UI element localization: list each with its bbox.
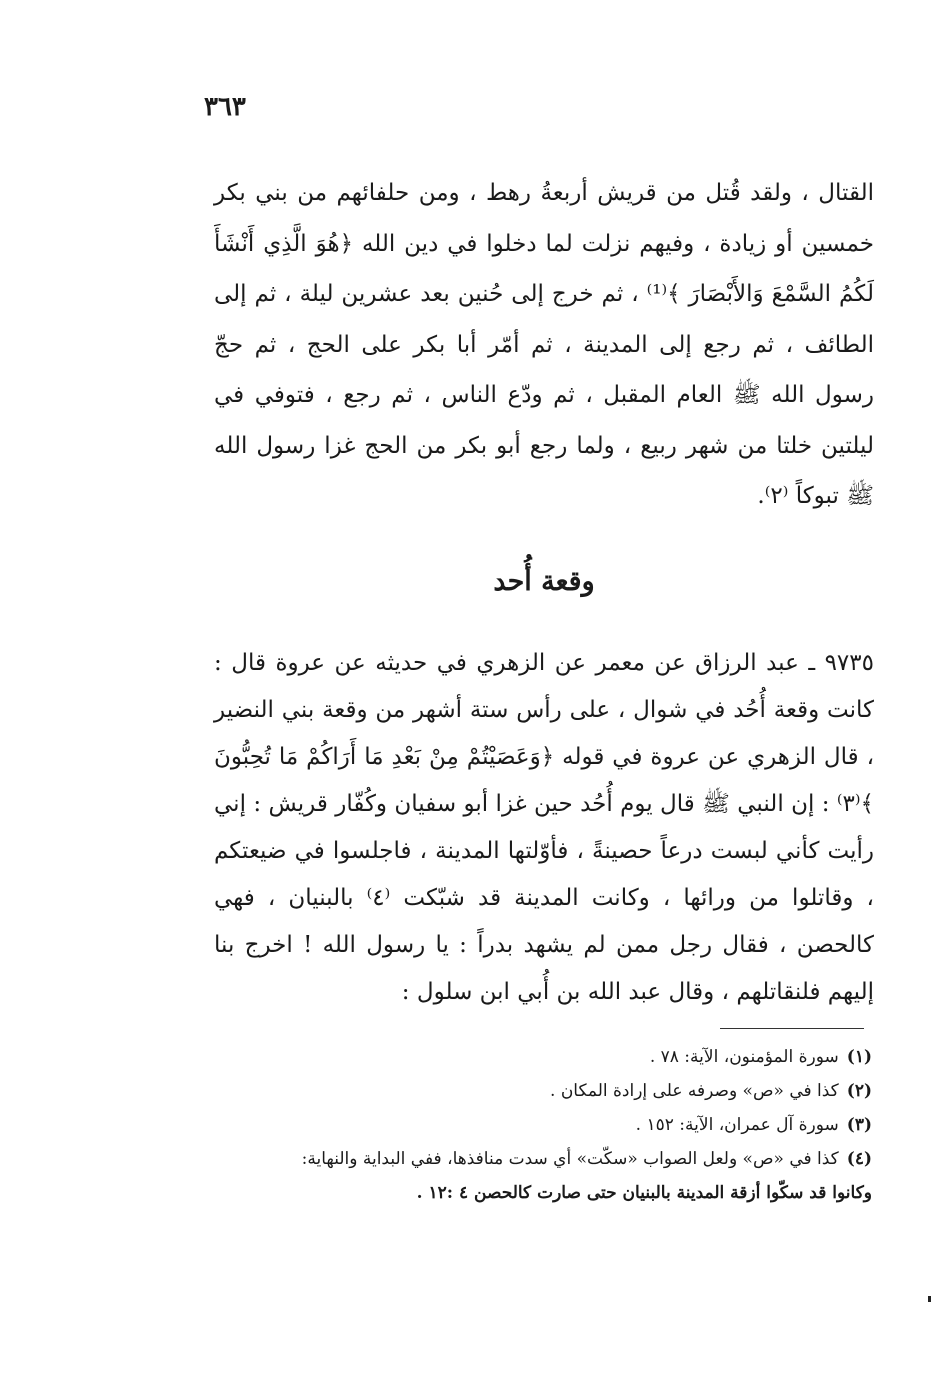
footnote-number: (٣): [846, 1115, 872, 1135]
page-number: ٣٦٣: [204, 92, 246, 122]
footnote-number: (١): [846, 1047, 872, 1067]
footnote-number: (٢): [846, 1081, 872, 1101]
footnote-text: كذا في «ص» وصرفه على إرادة المكان .: [550, 1081, 839, 1101]
footnote-rule: [720, 1028, 864, 1029]
footnote-3: [210, 1108, 872, 1142]
footnotes: [210, 1040, 872, 1210]
footnote-2: [210, 1074, 872, 1108]
body-paragraph-2: ٩٧٣٥ ـ عبد الرزاق عن معمر عن الزهري في حديثه عن عروة قال : كانت وقعة أُحُد في شوال ، على رأس ستة أشهر من وقعة بني النضير ، قال الزهري عن عروة في قوله ﴿وَعَصَيْتُمْ مِنْ بَعْدِ مَا أَرَاكُمْ مَا تُحِبُّونَ ﴾⁽٣⁾ : إن النبي ﷺ قال يوم أُحُد حين غزا أبو سفيان وكُفّار قريش : إني رأيت كأني لبست درعاً حصينةً ، فأوّلتها المدينة ، فاجلسوا في ضيعتكم ، وقاتلوا من ورائها ، وكانت المدينة قد شبّكت ⁽٤⁾ بالبنيان ، فهي كالحصن ، فقال رجل ممن لم يشهد بدراً : يا رسول الله ! اخرج بنا إليهم فلنقاتلهم ، وقال عبد الله بن أُبي ابن سلول :: [214, 650, 874, 1005]
footnote-continuation: وكانوا قد سكّوا أزقة المدينة بالبنيان حتى صارت كالحصن ٤ :١٢ .: [416, 1183, 872, 1203]
footnote-number: (٤): [846, 1149, 872, 1169]
body-paragraph-1: القتال ، ولقد قُتل من قريش أربعةُ رهط ، ومن حلفائهم من بني بكر خمسين أو زيادة ، وفيهم نزلت لما دخلوا في دين الله ﴿هُوَ الَّذِي أَنْشَأَ لَكُمُ السَّمْعَ وَالأَبْصَارَ ﴾⁽¹⁾ ، ثم خرج إلى حُنين بعد عشرين ليلة ، ثم إلى الطائف ، ثم رجع إلى المدينة ، ثم أمّر أبا بكر على الحج ، ثم حجّ رسول الله ﷺ العام المقبل ، ثم ودّع الناس ، ثم رجع ، فتوفي في ليلتين خلتا من شهر ربيع ، ولما رجع أبو بكر من الحج غزا رسول الله ﷺ تبوكاً ⁽٢⁾.: [214, 180, 875, 509]
section-heading: وقعة أُحد: [493, 566, 595, 597]
footnote-text: سورة المؤمنون، الآية: ٧٨ .: [649, 1047, 839, 1067]
footnote-1: [210, 1040, 872, 1074]
scan-speck: [928, 1296, 931, 1302]
footnote-text: كذا في «ص» ولعل الصواب «سكّت» أي سدت منافذها، ففي البداية والنهاية:: [301, 1149, 839, 1169]
footnote-text: سورة آل عمران، الآية: ١٥٢ .: [635, 1115, 839, 1135]
footnote-4: [210, 1142, 872, 1176]
